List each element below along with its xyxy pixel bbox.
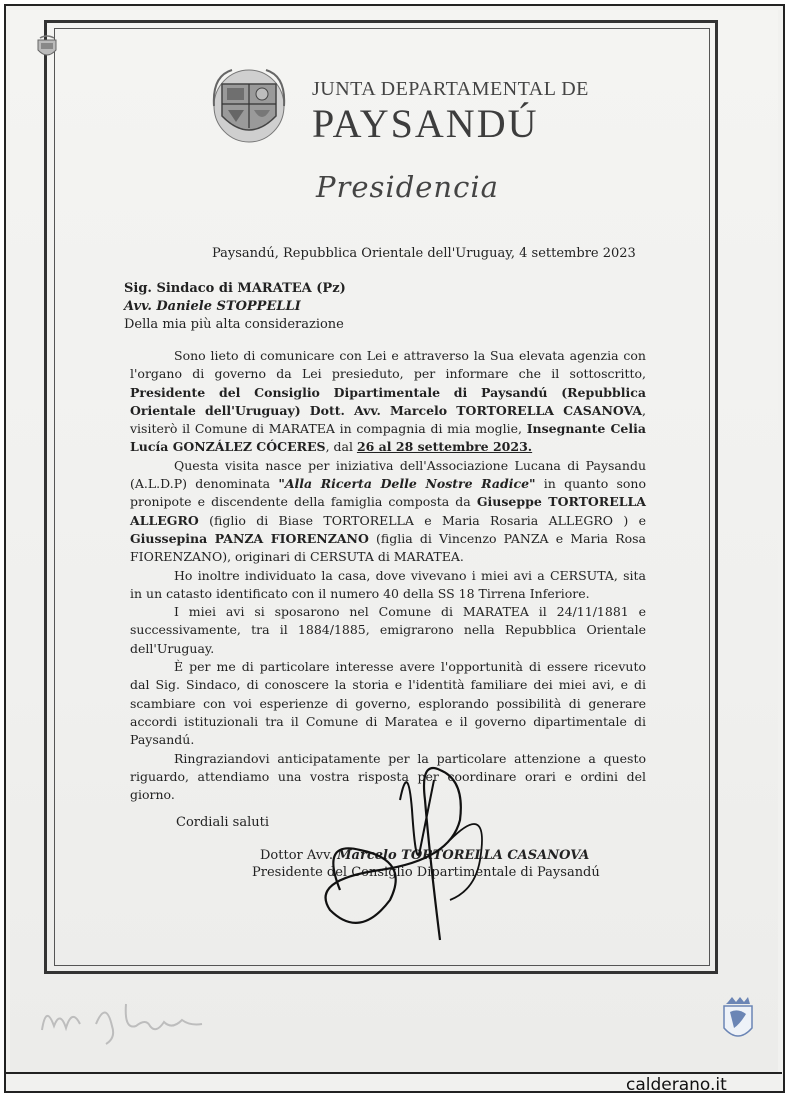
dateline: Paysandú, Repubblica Orientale dell'Uruguay, 4 settembre 2023 — [212, 246, 636, 261]
p2-text-a: Questa visita nasce per iniziativa dell'Associazione Lucana di Paysandu (A.L.D.P) denominata — [130, 457, 646, 492]
signer-title: Presidente del Consiglio Dipartimentale di Paysandú — [252, 865, 600, 880]
organization-name-line1: JUNTA DEPARTAMENTAL DE — [312, 78, 589, 100]
p1-wife: Insegnante Celia Lucía GONZÁLEZ CÓCERES — [130, 421, 646, 455]
addressee-line-3: Della mia più alta considerazione — [124, 317, 344, 332]
letter-body — [130, 347, 646, 804]
paragraph-4: I miei avi si sposarono nel Comune di MARATEA il 24/11/1881 e successivamente, tra il 1884/1885, emigrarono nella Repubblica Orientale dell'Uruguay. — [130, 604, 646, 656]
addressee-line-1: Sig. Sindaco di MARATEA (Pz) — [124, 281, 346, 296]
corner-crest-icon — [36, 34, 58, 60]
p2-initiative-name: "Alla Ricerta Delle Nostre Radice" — [278, 476, 536, 492]
p2-ancestor-2: Giussepina PANZA FIORENZANO — [130, 530, 369, 546]
p1-text-a: Sono lieto di comunicare con Lei e attraverso la Sua elevata agenzia con l'organo di governo da Lei presieduto, per informare che il sottoscritto, — [130, 348, 646, 382]
p2-text-e: (figlio di Biase TORTORELLA e Maria Rosaria ALLEGRO ) e — [198, 512, 646, 528]
p2-text-c: in quanto sono pronipote e discendente della famiglia composta da — [130, 476, 646, 510]
watermark-site: calderano.it — [626, 1075, 727, 1095]
addressee-line-2: Avv. Daniele STOPPELLI — [124, 299, 301, 314]
signer-prefix: Dottor Avv. — [260, 848, 338, 863]
closing: Cordiali saluti — [176, 815, 269, 830]
p1-dates: 26 al 28 settembre 2023. — [356, 439, 533, 455]
p2-ancestor-1: Giuseppe TORTORELLA ALLEGRO — [130, 494, 647, 528]
p1-text-e: , dal — [325, 439, 357, 455]
coat-of-arms-icon — [212, 66, 286, 146]
photographer-signature-icon — [36, 990, 216, 1050]
p1-text-c: , visiterò il Comune di MARATEA in compagnia di mia moglie, — [130, 402, 646, 437]
paragraph-1 — [130, 347, 646, 457]
handwritten-signature-icon — [300, 740, 540, 960]
regional-emblem-icon — [718, 994, 758, 1044]
paragraph-2 — [130, 457, 646, 567]
p1-president: Presidente del Consiglio Dipartimentale di Paysandú (Repubblica Orientale dell'Uruguay) Dott. Avv. Marcelo TORTORELLA CASANOVA — [130, 384, 646, 418]
organization-name-line2: PAYSANDÚ — [312, 101, 539, 146]
p2-text-g: (figlia di Vincenzo PANZA e Maria Rosa FIORENZANO), originari di CERSUTA di MARATEA. — [130, 530, 646, 565]
paragraph-3: Ho inoltre individuato la casa, dove vivevano i miei avi a CERSUTA, sita in un catasto identificato con il numero 40 della SS 18 Tirrena Inferiore. — [130, 567, 646, 601]
bottom-divider — [4, 1072, 782, 1074]
office-title: Presidencia — [316, 170, 499, 204]
signer-name: Marcelo TORTORELLA CASANOVA — [337, 848, 590, 863]
paragraph-5: È per me di particolare interesse avere l'opportunità di essere ricevuto dal Sig. Sindaco, di conoscere la storia e l'identità familiare dei miei avi, e di scambiare con voi esperienze di governo, esplorando possibilità di generare accordi istituzionali tra il Comune di Maratea e il governo dipartimentale di Paysandú. — [130, 659, 646, 748]
paragraph-6: Ringraziandovi anticipatamente per la particolare attenzione a questo riguardo, attendiamo una vostra risposta per coordinare orari e ordini del giorno. — [130, 750, 646, 803]
